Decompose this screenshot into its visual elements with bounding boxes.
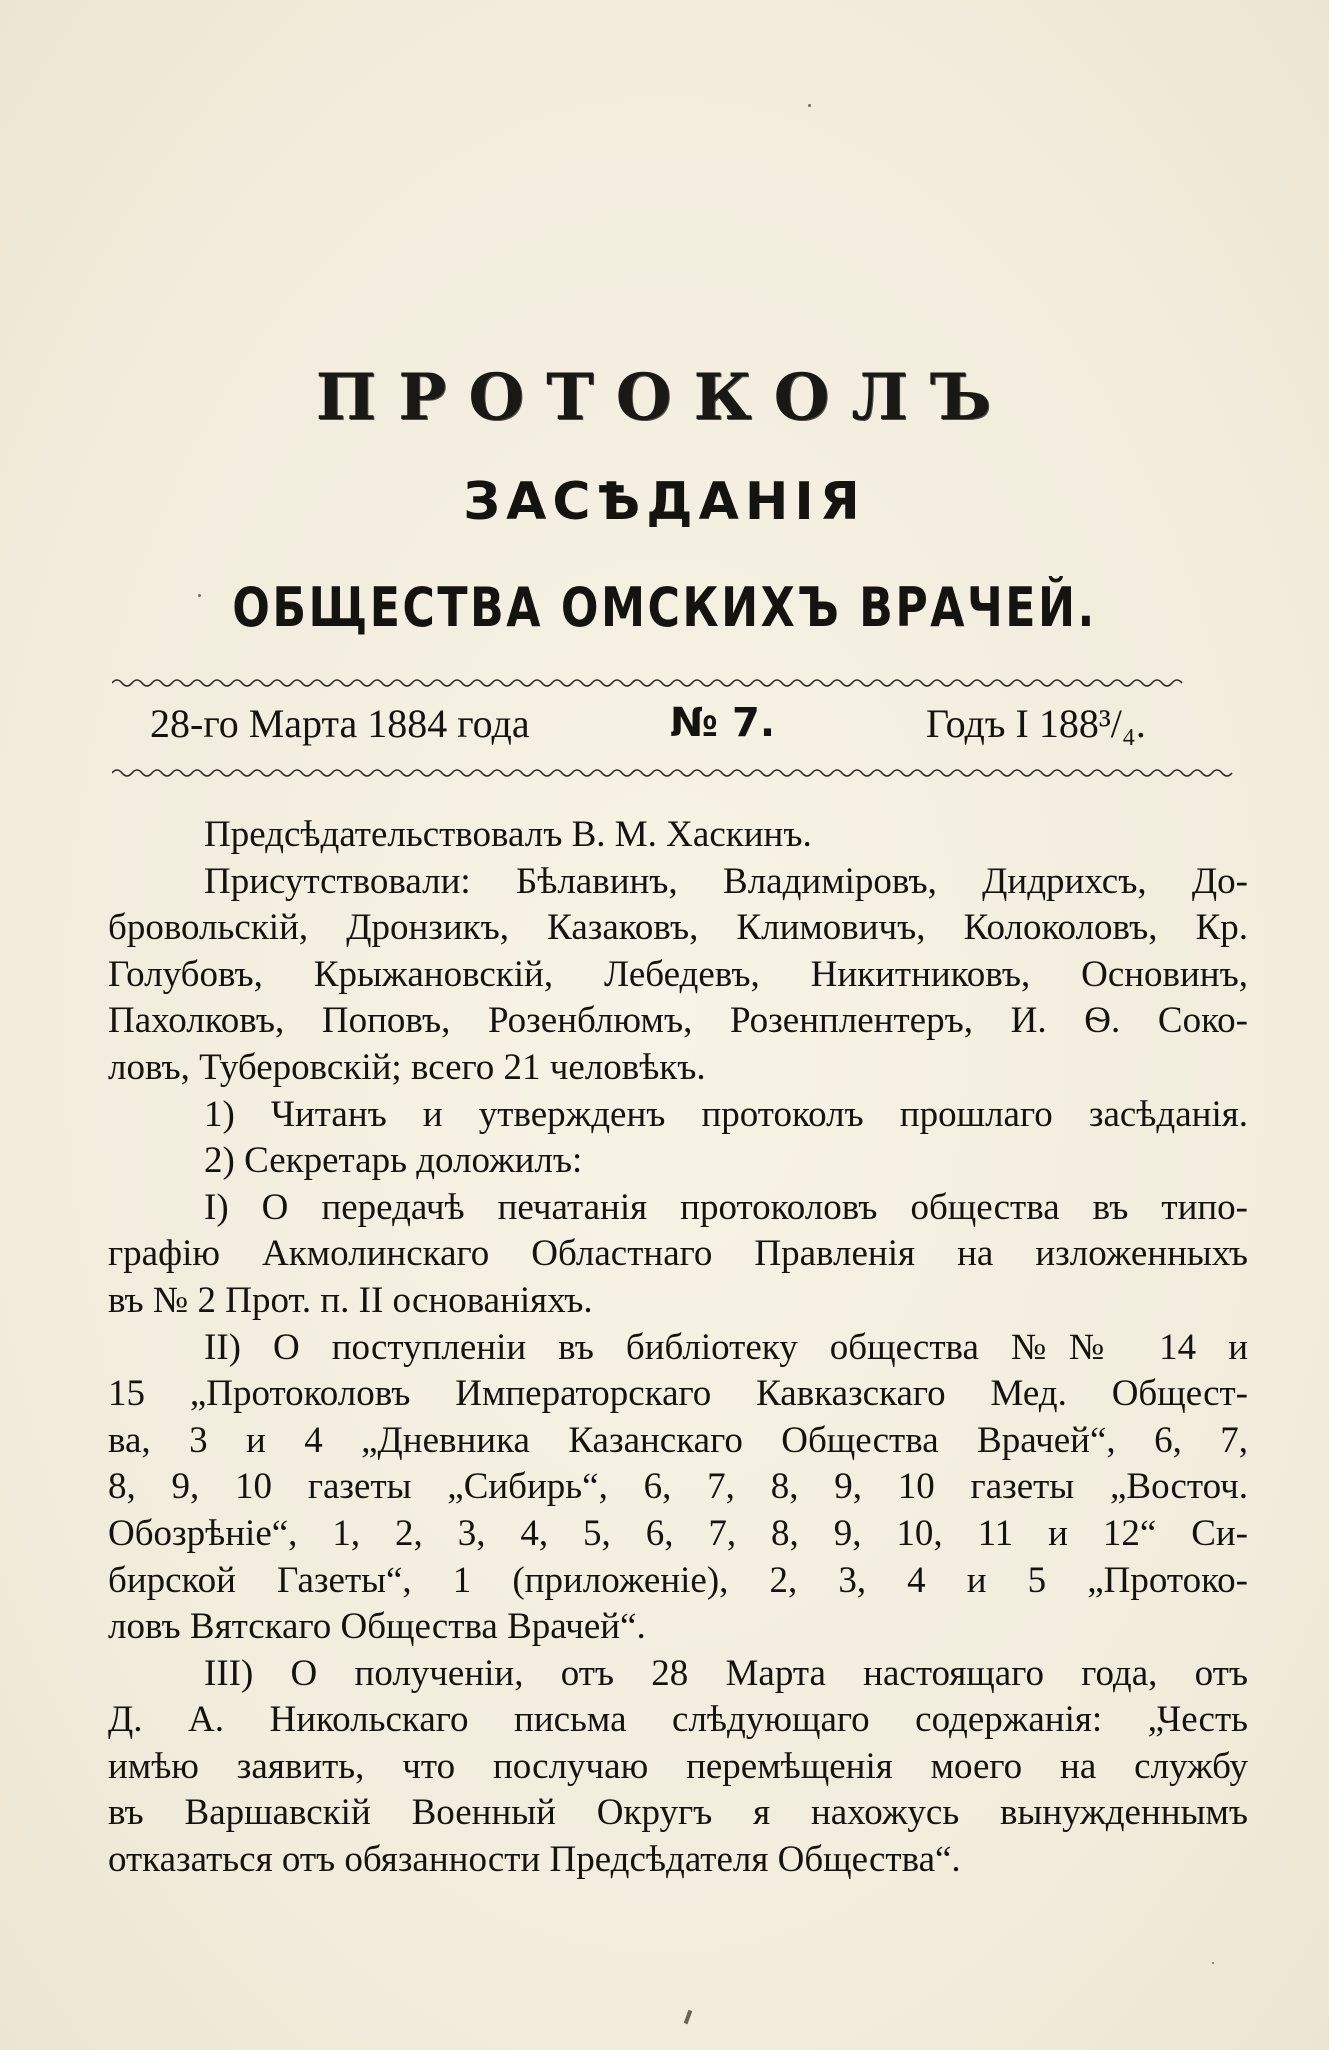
- text-line: имѣю заявить, что послучаю перемѣщенія моего на службу: [108, 1745, 1248, 1787]
- text-line: Голубовъ, Крыжановскій, Лебедевъ, Никитниковъ, Основинъ,: [108, 953, 1248, 995]
- text-line: 1) Читанъ и утвержденъ протоколъ прошлаго засѣданія.: [204, 1093, 1248, 1135]
- ornamental-rule-top: [112, 676, 1252, 690]
- ornamental-rule-bottom: [112, 766, 1252, 780]
- issue-info-line: [150, 700, 1230, 756]
- text-line: въ Варшавскій Военный Округъ я нахожусь вынужденнымъ: [108, 1792, 1248, 1834]
- text-line: III) О полученіи, отъ 28 Марта настоящаго года, отъ: [204, 1652, 1248, 1694]
- text-line: графію Акмолинскаго Областнаго Правленія на изложенныхъ: [108, 1233, 1248, 1275]
- text-line: ва, 3 и 4 „Дневника Казанскаго Общества Врачей“, 6, 7,: [108, 1419, 1248, 1461]
- text-line: Обозрѣніе“, 1, 2, 3, 4, 5, 6, 7, 8, 9, 10, 11 и 12“ Си-: [108, 1512, 1248, 1554]
- protocol-body: [108, 812, 1248, 1884]
- text-line: 2) Секретарь доложилъ:: [204, 1140, 583, 1182]
- text-line: въ № 2 Прот. п. II основаніяхъ.: [108, 1279, 593, 1321]
- meeting-date: 28-го Марта 1884 года: [150, 701, 530, 746]
- society-name: ОБЩЕСТВА ОМСКИХЪ ВРАЧЕЙ.: [232, 576, 1097, 639]
- text-line: ловъ, Туберовскій; всего 21 человѣкъ.: [108, 1046, 706, 1088]
- text-line: ловъ Вятскаго Общества Врачей“.: [108, 1606, 646, 1648]
- text-line: бровольскій, Дронзикъ, Казаковъ, Климовичъ, Колоколовъ, Кр.: [108, 907, 1248, 949]
- year-of-society: Годъ I 188³/₄.: [926, 701, 1146, 746]
- issue-number: № 7.: [670, 700, 776, 746]
- text-line: Пахолковъ, Поповъ, Розенблюмъ, Розенплентеръ, И. Ѳ. Соко-: [108, 1000, 1248, 1042]
- paper-mark: [684, 2010, 693, 2025]
- text-line: Д. А. Никольскаго письма слѣдующаго содержанія: „Честь: [108, 1699, 1248, 1741]
- text-line: отказаться отъ обязанности Предсѣдателя Общества“.: [108, 1839, 961, 1881]
- paper-speck: [808, 104, 811, 107]
- text-line: II) О поступленіи въ библіотеку общества №№ 14 и: [204, 1326, 1248, 1368]
- document-subtitle: ЗАСѢДАНІЯ: [463, 472, 866, 532]
- document-title: ПРОТОКОЛЪ: [315, 360, 1014, 435]
- paper-speck: [1212, 1962, 1214, 1964]
- text-line: Присутствовали: Бѣлавинъ, Владиміровъ, Дидрихсъ, До-: [204, 860, 1248, 902]
- text-line: бирской Газеты“, 1 (приложеніе), 2, 3, 4 и 5 „Протоко-: [108, 1559, 1248, 1601]
- text-line: 8, 9, 10 газеты „Сибирь“, 6, 7, 8, 9, 10 газеты „Восточ.: [108, 1466, 1248, 1508]
- text-line: Предсѣдательствовалъ В. М. Хаскинъ.: [204, 814, 812, 855]
- text-line: 15 „Протоколовъ Императорскаго Кавказскаго Мед. Общест-: [108, 1373, 1248, 1415]
- text-line: I) О передачѣ печатанія протоколовъ общества въ типо-: [204, 1186, 1248, 1228]
